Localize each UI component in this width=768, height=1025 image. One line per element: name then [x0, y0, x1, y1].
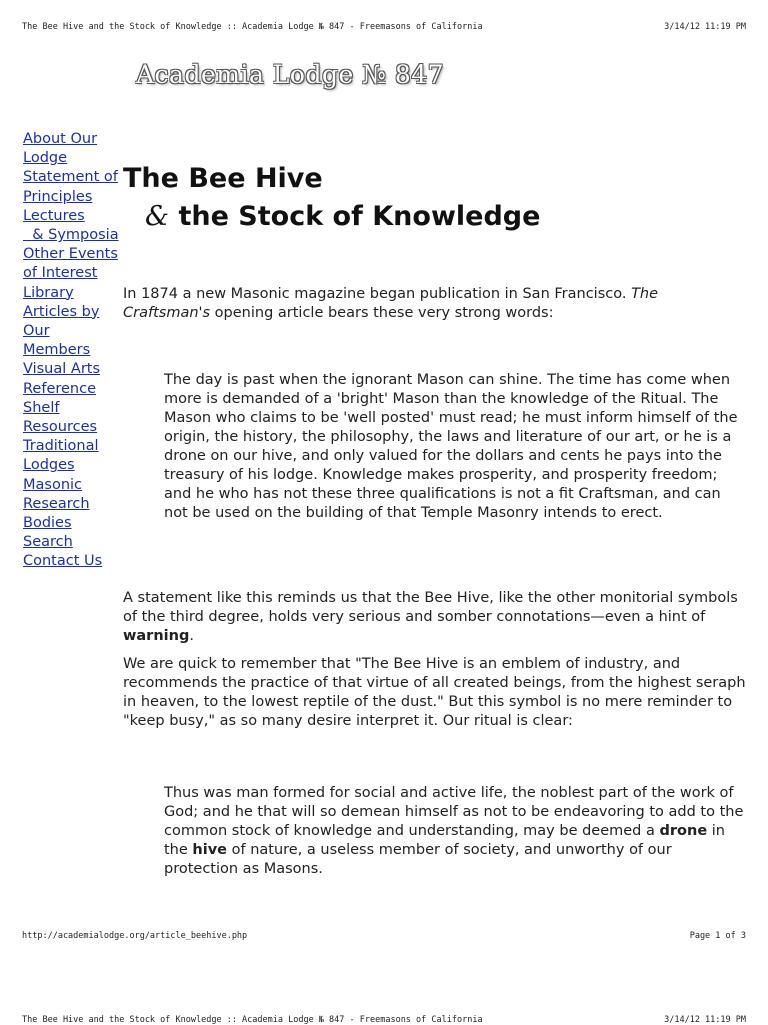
blockquote-craftsman: The day is past when the ignorant Mason can shine. The time has come when more is demanded of a 'bright' Mason than the knowledge of the Ritual. The Mason who claims to be 'well posted' must read; he must inform himself of the origin, the history, the philosophy, the laws and literature of our art, or he is a drone on our hive, and only valued for the dollars and cents he pays into the treasury of his lodge. Knowledge makes prosperity, and prosperity freedom; and he who has not these three qualifications is not a fit Craftsman, and can not be used on the building of that Temple Masonry intends to erect. — [164, 372, 738, 521]
nav-masonic[interactable]: Masonic — [23, 476, 83, 493]
print-header-next-datetime: 3/14/12 11:19 PM — [664, 1015, 746, 1025]
nav-shelf[interactable]: Shelf — [23, 399, 60, 416]
article-body — [123, 285, 748, 877]
print-header — [22, 22, 746, 32]
intro-text: In 1874 a new Masonic magazine began publication in San Francisco. — [123, 286, 632, 302]
nav-library[interactable]: Library — [23, 284, 74, 301]
nav-resources[interactable]: Resources — [23, 419, 98, 436]
nav-symposia[interactable]: & Symposia — [23, 227, 119, 244]
quote2-text-mid: in the — [164, 823, 725, 858]
nav-lectures[interactable]: Lectures — [23, 207, 85, 224]
nav-other-events[interactable]: Other Events — [23, 246, 118, 263]
nav-members[interactable]: Members — [23, 342, 91, 359]
intro-paragraph — [123, 285, 748, 323]
print-header-datetime: 3/14/12 11:19 PM — [664, 22, 746, 32]
nav-bodies[interactable]: Bodies — [23, 515, 72, 532]
nav-lodges[interactable]: Lodges — [23, 457, 75, 474]
nav-our[interactable]: Our — [23, 323, 50, 340]
nav-traditional[interactable]: Traditional — [23, 438, 99, 455]
print-header-title: The Bee Hive and the Stock of Knowledge :: Academia Lodge № 847 - Freemasons of California — [22, 22, 483, 32]
intro-text-end: opening article bears these very strong words: — [210, 305, 554, 321]
nav-of-interest[interactable]: of Interest — [23, 265, 98, 282]
nav-statement-of[interactable]: Statement of — [23, 169, 118, 186]
nav-reference[interactable]: Reference — [23, 380, 97, 397]
blockquote-ritual — [164, 784, 748, 879]
para2-text-end: . — [189, 628, 194, 644]
nav-contact-us[interactable]: Contact Us — [23, 553, 103, 570]
intro-magazine-name: The Craftsman's — [123, 286, 659, 321]
nav-principles[interactable]: Principles — [23, 188, 93, 205]
print-footer-url: http://academialodge.org/article_beehive.php — [22, 931, 248, 941]
paragraph-emblem: We are quick to remember that "The Bee Hive is an emblem of industry, and recommends the practice of that virtue of all created beings, from the highest seraph in heaven, to the lowest reptile of the dust." But this symbol is no mere reminder to "keep busy," as so many desire interpret it. Our ritual is clear: — [123, 656, 746, 729]
quote2-bold-drone: drone — [659, 823, 708, 839]
page-title — [123, 160, 540, 236]
title-line1: The Bee Hive — [123, 163, 323, 194]
sidebar-nav — [23, 130, 125, 572]
nav-articles-by[interactable]: Articles by — [23, 303, 100, 320]
site-logo[interactable]: Academia Lodge № 847 — [136, 60, 445, 89]
nav-lodge[interactable]: Lodge — [23, 150, 68, 167]
title-ampersand: & — [145, 201, 170, 232]
quote2-text: Thus was man formed for social and active life, the noblest part of the work of God; and he that will so demean himself as not to be endeavoring to add to the common stock of knowledge and understanding, may be deemed a — [164, 785, 744, 839]
print-footer-page: Page 1 of 3 — [689, 931, 746, 941]
quote2-text-end: of nature, a useless member of society, and unworthy of our protection as Masons. — [164, 842, 672, 877]
title-line2: the Stock of Knowledge — [178, 201, 541, 232]
print-header-next-title: The Bee Hive and the Stock of Knowledge :: Academia Lodge № 847 - Freemasons of California — [22, 1015, 483, 1025]
nav-visual-arts[interactable]: Visual Arts — [23, 361, 101, 378]
para2-bold-warning: warning — [123, 628, 190, 644]
para2-text: A statement like this reminds us that the Bee Hive, like the other monitorial symbols of the third degree, holds very serious and somber connotations—even a hint of — [123, 590, 738, 625]
print-footer — [22, 931, 746, 941]
nav-about-our[interactable]: About Our — [23, 131, 98, 147]
quote2-bold-hive: hive — [192, 842, 227, 858]
nav-search[interactable]: Search — [23, 534, 73, 551]
nav-research[interactable]: Research — [23, 495, 90, 512]
paragraph-warning — [123, 589, 748, 646]
